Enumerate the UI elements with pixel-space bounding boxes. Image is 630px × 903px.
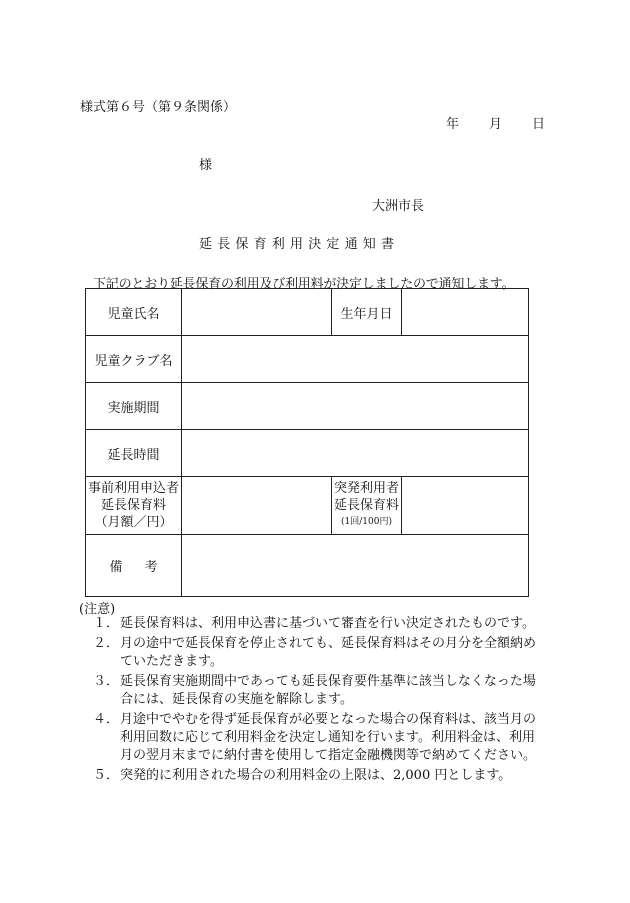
sudden-fee-label xyxy=(332,477,402,535)
extended-hours-field xyxy=(182,430,529,477)
note-item-3 xyxy=(93,673,563,709)
note-line: 月の翌月末までに納付書を使用して指定金融機関等で納めてください。 xyxy=(120,748,537,763)
child-name-label: 児童氏名 xyxy=(86,289,182,336)
note-item-2 xyxy=(93,635,563,671)
note-number: ４． xyxy=(93,712,120,727)
issuer-name: 大洲市長 xyxy=(372,199,425,214)
document-title: 延長保育利用決定通知書 xyxy=(199,237,400,252)
date-year-label: 年 xyxy=(446,117,460,132)
remarks-field xyxy=(182,535,529,597)
advance-fee-label xyxy=(86,477,182,535)
club-name-label: 児童クラブ名 xyxy=(86,336,182,383)
intro-text: 下記のとおり延長保育の利用及び利用料が決定しましたので通知します。 xyxy=(93,277,515,292)
advance-fee-label-line1: 事前利用申込者 xyxy=(87,481,179,496)
sudden-fee-label-line2: 延長保育料 xyxy=(333,498,399,513)
remarks-label-char2: 考 xyxy=(144,560,158,575)
row-child-name xyxy=(86,289,529,336)
addressee-suffix: 様 xyxy=(199,158,213,173)
form-number: 様式第６号（第９条関係） xyxy=(80,100,237,115)
note-number: ３． xyxy=(93,674,120,689)
period-field xyxy=(182,383,529,430)
notes-header: (注意) xyxy=(79,602,116,617)
note-line: 合には、延長保育の実施を解除します。 xyxy=(120,692,353,707)
row-extended-hours xyxy=(86,430,529,477)
row-period xyxy=(86,383,529,430)
birth-date-label: 生年月日 xyxy=(332,289,402,336)
date-line xyxy=(446,113,545,132)
advance-fee-label-line2: 延長保育料 xyxy=(100,498,166,513)
date-month-label: 月 xyxy=(489,117,503,132)
row-remarks xyxy=(86,535,529,597)
birth-date-field xyxy=(402,289,529,336)
note-number: ２． xyxy=(93,636,120,651)
note-number: ５． xyxy=(93,768,120,783)
note-line: 突発的に利用された場合の利用料金の上限は、2,000 円とします。 xyxy=(120,768,512,783)
note-number: １． xyxy=(93,616,120,631)
note-line: ていただきます。 xyxy=(120,654,223,669)
advance-fee-field xyxy=(182,477,332,535)
note-line: 月途中でやむを得ず延長保育が必要となった場合の保育料は、該当月の xyxy=(120,712,537,727)
remarks-label-char1: 備 xyxy=(109,560,123,575)
note-line: 利用回数に応じて利用料金を決定し通知を行います。利用料金は、利用 xyxy=(120,730,535,745)
advance-fee-label-line3: （月額／円） xyxy=(94,515,173,530)
decision-form-table xyxy=(85,288,529,597)
notes-list xyxy=(93,615,563,787)
club-name-field xyxy=(182,336,529,383)
sudden-fee-label-line3: (1回/100円) xyxy=(341,517,392,527)
note-line: 延長保育料は、利用申込書に基づいて審査を行い決定されたものです。 xyxy=(120,616,535,631)
row-club-name xyxy=(86,336,529,383)
note-item-5 xyxy=(93,767,563,785)
child-name-field xyxy=(182,289,332,336)
sudden-fee-label-line1: 突発利用者 xyxy=(333,481,399,496)
note-item-1 xyxy=(93,615,563,633)
period-label: 実施期間 xyxy=(86,383,182,430)
note-line: 延長保育実施期間中であっても延長保育要件基準に該当しなくなった場 xyxy=(120,674,536,689)
row-fees xyxy=(86,477,529,535)
remarks-label xyxy=(86,535,182,597)
extended-hours-label: 延長時間 xyxy=(86,430,182,477)
sudden-fee-field xyxy=(402,477,529,535)
note-line: 月の途中で延長保育を停止されても、延長保育料はその月分を全額納め xyxy=(120,636,537,651)
date-day-label: 日 xyxy=(532,117,546,132)
note-item-4 xyxy=(93,711,563,765)
